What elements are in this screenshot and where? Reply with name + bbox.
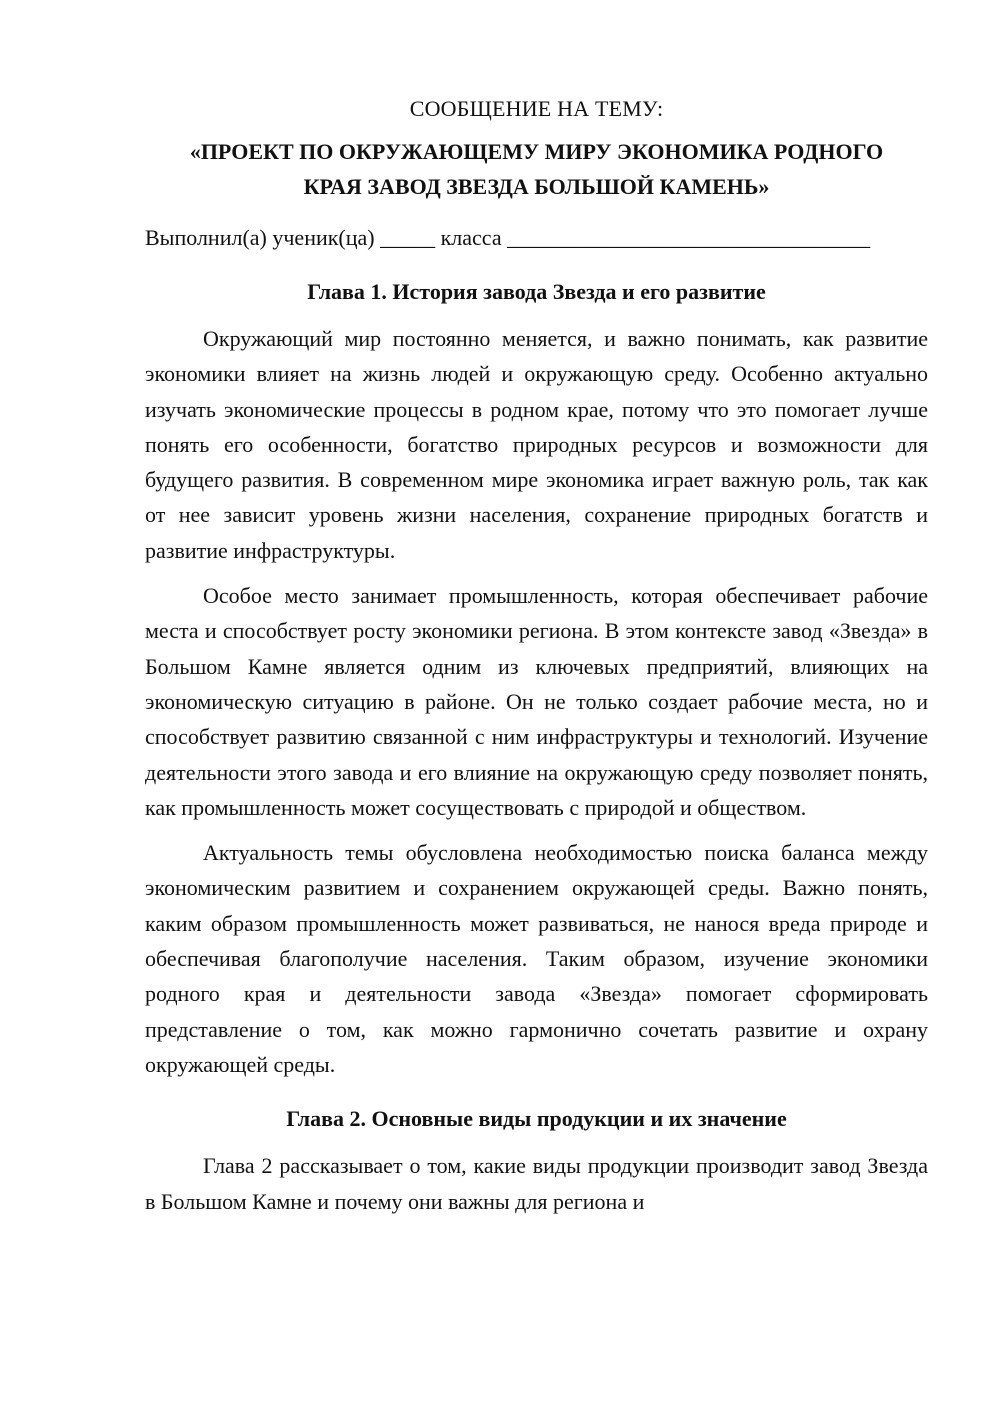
- author-line: Выполнил(а) ученик(ца) _____ класса _________________________________: [145, 225, 871, 250]
- chapter-1-paragraph-1: Окружающий мир постоянно меняется, и важно понимать, как развитие экономики влияет на жизнь людей и окружающую среду. Особенно актуально изучать экономические процессы в родном крае, потому что это помогает лучше понять его особенности, богатство природных ресурсов и возможности для будущего развития. В современном мире экономика играет важную роль, так как от нее зависит уровень жизни населения, сохранение природных богатств и развитие инфраструктуры.: [145, 326, 928, 563]
- chapter-1-paragraph-2: Особое место занимает промышленность, которая обеспечивает рабочие места и способствует росту экономики региона. В этом контексте завод «Звезда» в Большом Камне является одним из ключевых предприятий, влияющих на экономическую ситуацию в районе. Он не только создает рабочие места, но и способствует развитию связанной с ним инфраструктуры и технологий. Изучение деятельности этого завода и его влияние на окружающую среду позволяет понять, как промышленность может сосуществовать с природой и обществом.: [145, 583, 928, 820]
- chapter-1-heading: Глава 1. История завода Звезда и его развитие: [307, 279, 766, 304]
- document-title: «ПРОЕКТ ПО ОКРУЖАЮЩЕМУ МИРУ ЭКОНОМИКА РОДНОГО КРАЯ ЗАВОД ЗВЕЗДА БОЛЬШОЙ КАМЕНЬ»: [189, 139, 884, 199]
- document-kicker: СООБЩЕНИЕ НА ТЕМУ:: [409, 96, 664, 121]
- page-content: [145, 92, 928, 1229]
- chapter-1-paragraph-3: Актуальность темы обусловлена необходимостью поиска баланса между экономическим развитием и сохранением окружающей среды. Важно понять, каким образом промышленность может развиваться, не нанося вреда природе и обеспечивая благополучие населения. Таким образом, изучение экономики родного края и деятельности завода «Звезда» помогает сформировать представление о том, как можно гармонично сочетать развитие и охрану окружающей среды.: [145, 840, 928, 1077]
- chapter-2-heading: Глава 2. Основные виды продукции и их значение: [286, 1106, 787, 1132]
- chapter-2-paragraph-1: Глава 2 рассказывает о том, какие виды продукции производит завод Звезда в Большом Камне и почему они важны для региона и: [145, 1153, 928, 1214]
